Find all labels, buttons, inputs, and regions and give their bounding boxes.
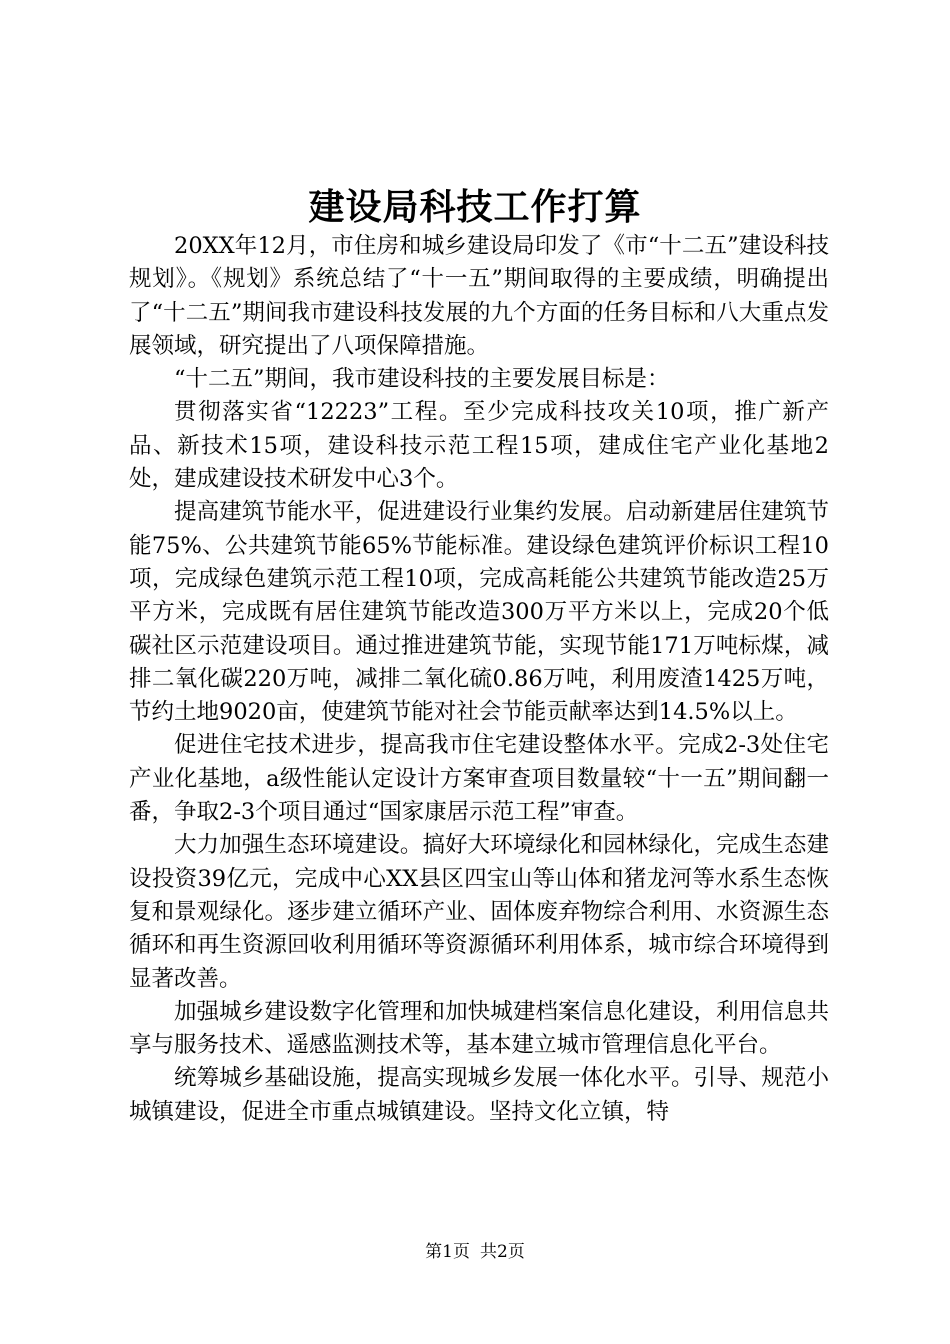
- document-title: 建设局科技工作打算: [308, 186, 642, 228]
- paragraph: 统筹城乡基础设施，提高实现城乡发展一体化水平。引导、规范小城镇建设，促进全市重点城镇建设。坚持文化立镇，特: [129, 1065, 829, 1125]
- page-number: 第1页: [425, 1242, 470, 1262]
- paragraph: 大力加强生态环境建设。搞好大环境绿化和园林绿化，完成生态建设投资39亿元，完成中心XX县区四宝山等山体和猪龙河等水系生态恢复和景观绿化。逐步建立循环产业、固体废弃物综合利用、水资源生态循环和再生资源回收利用循环等资源循环利用体系，城市综合环境得到显著改善。: [129, 832, 829, 992]
- paragraph: 20XX年12月，市住房和城乡建设局印发了《市“十二五”建设科技规划》。《规划》系统总结了“十一五”期间取得的主要成绩，明确提出了“十二五”期间我市建设科技发展的九个方面的任务目标和八大重点发展领域，研究提出了八项保障措施。: [129, 233, 829, 359]
- paragraph: 促进住宅技术进步，提高我市住宅建设整体水平。完成2-3处住宅产业化基地，a级性能认定设计方案审查项目数量较“十一五”期间翻一番，争取2-3个项目通过“国家康居示范工程”审查。: [129, 732, 829, 826]
- page-count: 共2页: [480, 1242, 525, 1262]
- paragraph: 提高建筑节能水平，促进建设行业集约发展。启动新建居住建筑节能75%、公共建筑节能65%节能标准。建设绿色建筑评价标识工程10项，完成绿色建筑示范工程10项，完成高耗能公共建筑节能改造25万平方米，完成既有居住建筑节能改造300万平方米以上，完成20个低碳社区示范建设项目。通过推进建筑节能，实现节能171万吨标煤，减排二氧化碳220万吨，减排二氧化硫0.86万吨，利用废渣1425万吨，节约土地9020亩，使建筑节能对社会节能贡献率达到14.5%以上。: [129, 499, 829, 726]
- paragraph: 加强城乡建设数字化管理和加快城建档案信息化建设，利用信息共享与服务技术、遥感监测技术等，基本建立城市管理信息化平台。: [129, 998, 829, 1059]
- paragraph: “十二五”期间，我市建设科技的主要发展目标是：: [174, 366, 670, 393]
- paragraph: 贯彻落实省“12223”工程。至少完成科技攻关10项，推广新产品、新技术15项，建设科技示范工程15项，建成住宅产业化基地2处，建成建设技术研发中心3个。: [129, 399, 829, 493]
- page-footer: [0, 1240, 950, 1264]
- document-body: [129, 230, 829, 1129]
